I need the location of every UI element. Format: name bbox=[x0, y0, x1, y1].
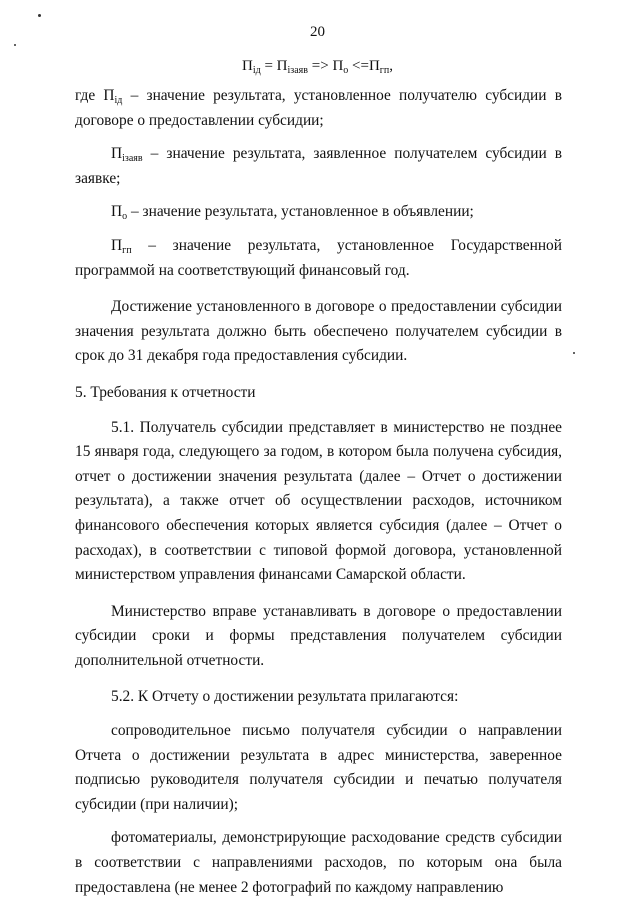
formula: $П_{iд} = П_{iзаяв} => П_о <=П_{гп}$, bbox=[241, 58, 393, 76]
paragraph-5-2: 5.2. К Отчету о достижении результата прилагаются: bbox=[111, 688, 459, 706]
scan-speck bbox=[573, 352, 575, 354]
cover-letter-paragraph: сопроводительное письмо получателя субсидии о направлении Отчета о достижении результата в адрес министерства, заверенное подписью руководителя получателя субсидии и печатью получателя субсидии (при наличии); bbox=[75, 722, 562, 813]
page-number: 20 bbox=[310, 24, 325, 40]
definition-p-o: $П_о$ – значение результата, установленное в объявлении; bbox=[111, 203, 474, 223]
definition-p-gp: $П_{гп}$ – значение результата, установленное Государственной программой на соответствующий финансовый год. bbox=[75, 236, 562, 279]
definition-p-izayav: $П_{iзаяв}$ – значение результата, заявленное получателем субсидии в заявке; bbox=[75, 145, 562, 187]
definition-p-id: где $П_{iд}$ – значение результата, установленное получателю субсидии в договоре о предоставлении субсидии; bbox=[75, 87, 562, 129]
paragraph-5-1: 5.1. Получатель субсидии представляет в министерство не позднее 15 января года, следующего за годом, в котором была получена субсидия, отчет о достижении значения результата (далее – Отчет о достижении результата), а также отчет об осуществлении расходов, источником финансового обеспечения которых является субсидия (далее – Отчет о расходах), в соответствии с типовой формой договора, установленной министерством управления финансами Самарской области. bbox=[75, 418, 562, 584]
scan-speck bbox=[14, 44, 16, 46]
section-title: 5. Требования к отчетности bbox=[75, 383, 256, 401]
achievement-paragraph: Достижение установленного в договоре о предоставлении субсидии значения результата должно быть обеспечено получателем субсидии в срок до 31 декабря года предоставления субсидии. bbox=[75, 298, 562, 365]
scan-speck bbox=[38, 14, 41, 17]
document-body bbox=[75, 84, 562, 900]
photo-materials-paragraph: фотоматериалы, демонстрирующие расходование средств субсидии в соответствии с направлениями расходов, по которым она была предоставлена (не менее 2 фотографий по каждому направлению bbox=[75, 829, 562, 896]
ministry-paragraph: Министерство вправе устанавливать в договоре о предоставлении субсидии сроки и формы представления получателем субсидии дополнительной отчетности. bbox=[75, 602, 562, 669]
